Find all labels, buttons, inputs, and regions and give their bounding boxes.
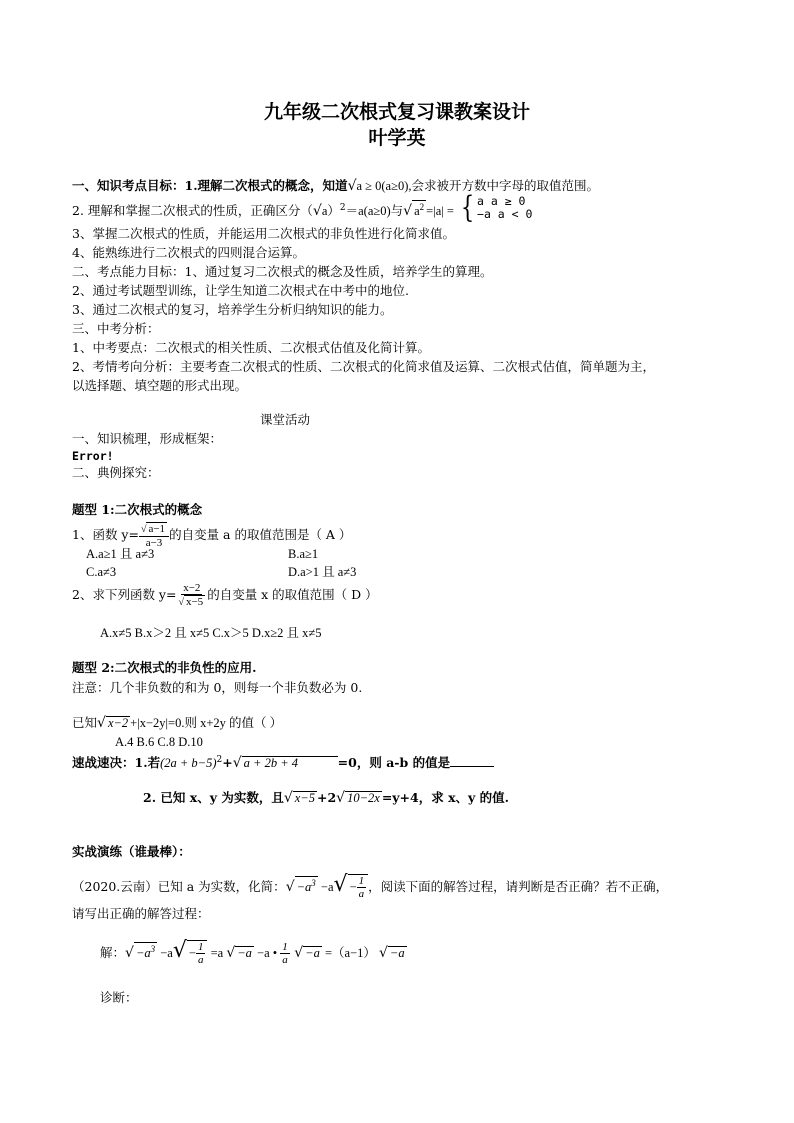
q2-prefix: 2、求下列函数 y= (72, 587, 177, 602)
sqrt-symbol: √ (403, 203, 413, 220)
type-2-title: 题型 2:二次根式的非负性的应用. (72, 660, 257, 675)
goal-2-abs: =|a| = (426, 204, 454, 219)
q1-option-b: B.a≥1 (288, 547, 319, 561)
ability-goal-title: 二、考点能力目标：1、通过复习二次根式的概念及性质，培养学生的算理。 (72, 264, 493, 279)
sol-rad2: −a (237, 946, 252, 960)
example-mid: +|x−2y|=0.则 x+2y 的值（ ） (130, 716, 283, 730)
goal-1-prefix: 一、知识考点目标：1.理解二次根式的概念，知道 (72, 178, 348, 193)
sqrt-symbol: √ (97, 715, 106, 731)
sqrt-symbol: √ (283, 790, 293, 806)
type-1-title: 题型 1:二次根式的概念 (72, 502, 203, 517)
answer-blank[interactable] (450, 754, 494, 767)
diagnosis-label: 诊断： (100, 990, 138, 1005)
question-1 (72, 522, 351, 549)
q2-suffix: 的自变量 x 的取值范围（ D ） (207, 587, 378, 602)
q2-numerator: x−2 (183, 582, 201, 594)
goal-2-eq: ＝a(a≥0)与 (345, 204, 404, 219)
quick-1-prefix: 1.若 (134, 755, 161, 771)
analysis-title: 三、中考分析： (72, 321, 160, 336)
activity-section-1: 一、知识梳理，形成框架： (72, 431, 223, 446)
quick-1 (72, 752, 494, 771)
sol-rad1: $-a^3$ (135, 943, 156, 960)
goal-1-expr: a ≥ 0(a≥0),会求被开方数中字母的取值范围。 (356, 179, 600, 193)
practice-intro-mid: −a (317, 880, 334, 894)
sqrt-symbol: √ (289, 945, 304, 961)
quick-1-plus: + (222, 755, 233, 771)
q1-denominator: a−3 (145, 537, 163, 549)
goal-4: 4、能熟练进行二次根式的四则混合运算。 (72, 245, 305, 260)
q1-option-d: D.a>1 且 a≠3 (288, 565, 357, 579)
case-2: −a a < 0 (477, 206, 533, 221)
goal-2-rad: $a^2$ (414, 202, 425, 219)
sol-eq1: =a (207, 946, 227, 960)
sol-eq2: =（a−1） (321, 946, 379, 960)
analysis-1: 1、中考要点：二次根式的相关性质、二次根式估值及化简计算。 (72, 340, 430, 355)
question-2 (72, 582, 378, 609)
practice-intro-rad2: − $\frac{1}{a}$ (348, 874, 369, 900)
sqrt-symbol: √ (232, 755, 242, 772)
analysis-2b: 以选择题、填空题的形式出现。 (72, 378, 248, 393)
practice-intro-prefix: （2020.云南）已知 a 为实数，化简： (72, 879, 286, 894)
document-title: 九年级二次根式复习课教案设计 (263, 101, 530, 123)
q2-denominator: x−5 (185, 596, 204, 608)
quick-2-rad2: 10−2x (347, 791, 380, 805)
left-brace: { (460, 189, 475, 225)
sqrt-symbol: √ (336, 790, 346, 806)
quick-2-prefix: 2. 已知 x、y 为实数，且 (143, 790, 284, 805)
quick-1-sup: 2 (216, 755, 223, 765)
sol-rad3: −a (305, 946, 320, 960)
sqrt-symbol: √ (312, 203, 322, 220)
q1-numerator: a−1 (148, 523, 166, 535)
goal-2 (72, 189, 533, 225)
ability-goal-2: 2、通过考试题型训练，让学生知道二次根式在中考中的地位. (72, 283, 409, 298)
q2-fraction: $\frac{x-2}{√ x-5}$ (178, 582, 204, 608)
author-name: 叶学英 (368, 127, 426, 149)
sqrt-symbol: √ (347, 178, 357, 194)
intro-frac-den: a (358, 888, 365, 900)
solution-label: 解： (100, 945, 126, 960)
type-2-note: 注意：几个非负数的和为 0，则每一个非负数必为 0. (72, 680, 363, 695)
q1-suffix: 的自变量 a 的取值范围是（ A ） (169, 527, 352, 542)
sqrt-symbol: √ (285, 879, 295, 895)
q1-fraction: $\frac{√ a-1}{a-3}$ (139, 522, 169, 549)
goal-2-mid: a） (321, 204, 340, 219)
quick-2-plus: +2 (316, 790, 337, 805)
q1-option-c: C.a≠3 (86, 565, 117, 579)
quick-1-suffix: =0，则 a-b 的值是 (337, 755, 451, 771)
sol-frac: $\frac{1}{a}$ (282, 941, 288, 966)
error-text: Error! (72, 449, 114, 463)
quick-1-rad: a + 2b + 4 (242, 756, 338, 770)
activity-heading: 课堂活动 (260, 412, 311, 427)
sqrt-symbol: √ (379, 945, 388, 961)
practice-intro (72, 872, 668, 900)
practice-intro-rad1: $-a^3$ (296, 877, 316, 894)
practice-intro-line2: 请写出正确的解答过程： (72, 906, 210, 921)
goal-3: 3、掌握二次根式的性质，并能运用二次根式的非负性进行化简求值。 (72, 226, 455, 241)
goal-2-sup: 2 (339, 203, 346, 213)
quick-2-suffix: =y+4，求 x、y 的值. (381, 790, 509, 805)
quick-1-expr: (2a + b−5) (160, 756, 217, 771)
q1-option-a: A.a≥1 且 a≠3 (86, 547, 155, 561)
sqrt-symbol: √ (226, 945, 236, 961)
sqrt-symbol: √ (172, 938, 187, 963)
intro-frac-num: 1 (358, 875, 365, 887)
case-1: a a ≥ 0 (477, 193, 526, 208)
practice-title: 实战演练（谁最棒）： (72, 844, 191, 859)
sol-mid1: −a (157, 946, 173, 960)
goal-1 (72, 178, 599, 194)
example-options: A.4 B.6 C.8 D.10 (115, 735, 203, 749)
quick-2-rad1: x−5 (294, 791, 315, 805)
analysis-2a: 2、考情考向分析：主要考查二次根式的性质、二次根式的化简求值及运算、二次根式估值，简单题为主， (72, 359, 655, 374)
example-rad: x−2 (107, 716, 129, 730)
ability-goal-3: 3、通过二次根式的复习，培养学生分析归纳知识的能力。 (72, 302, 393, 317)
sqrt-symbol: √ (125, 945, 134, 961)
example (72, 715, 282, 731)
solution (100, 938, 407, 966)
piecewise-cases (458, 189, 533, 225)
practice-intro-suffix: ，阅读下面的解答过程，请判断是否正确？若不正确， (368, 879, 669, 894)
activity-section-2: 二、典例探究： (72, 465, 160, 480)
q2-options: A.x≠5 B.x＞2 且 x≠5 C.x＞5 D.x≥2 且 x≠5 (100, 626, 322, 640)
sol-mid2: −a • (253, 946, 281, 960)
sol-rad4: −a (389, 946, 405, 960)
q1-prefix: 1、函数 y= (72, 527, 139, 542)
sqrt-symbol: √ (333, 872, 348, 897)
example-prefix: 已知 (72, 715, 98, 730)
sol-frac-rad: − $\frac{1}{a}$ (187, 940, 208, 966)
goal-2-prefix: 2. 理解和掌握二次根式的性质，正确区分（ (72, 203, 313, 219)
quick-2 (143, 790, 509, 806)
quick-label: 速战速决： (72, 755, 135, 771)
